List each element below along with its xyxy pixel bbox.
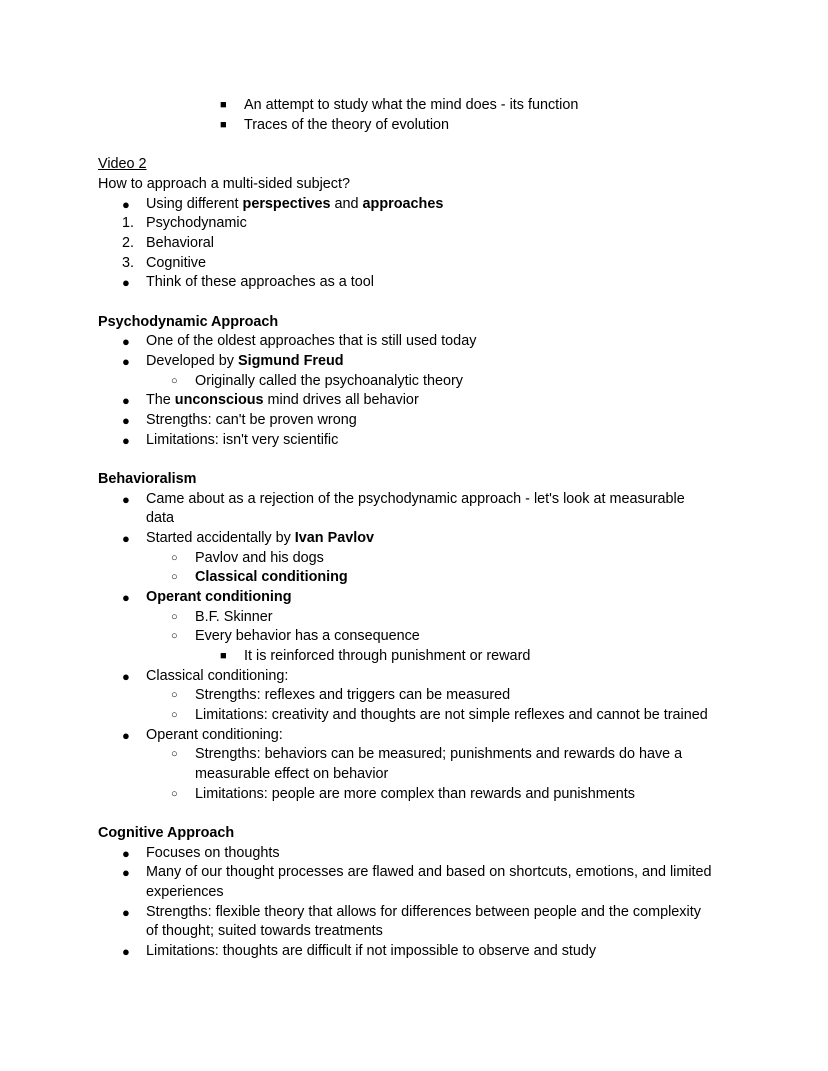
list-item-text: Limitations: creativity and thoughts are not simple reflexes and cannot be trained [195, 707, 708, 723]
disc-bullet-icon: ● [122, 492, 130, 507]
square-bullet-icon: ■ [220, 119, 227, 131]
disc-bullet-icon: ● [122, 354, 130, 369]
text-run: mind drives all behavior [263, 392, 419, 408]
text-run: The [146, 392, 175, 408]
list-item-text: Strengths: reflexes and triggers can be measured [195, 687, 511, 703]
square-bullet-icon: ■ [220, 650, 227, 662]
video-heading: Video 2 [98, 156, 147, 172]
list-item-text: Operant conditioning [146, 589, 292, 605]
heading-text: Psychodynamic Approach [98, 314, 279, 330]
list-item-text: Focuses on thoughts [146, 845, 280, 861]
circle-bullet-icon: ○ [171, 375, 178, 387]
list-item-text: Limitations: people are more complex than rewards and punishments [195, 786, 635, 802]
text-run: Using different [146, 196, 243, 212]
heading-text: Cognitive Approach [98, 825, 235, 841]
disc-bullet-icon: ● [122, 669, 130, 684]
section-heading [98, 470, 196, 490]
bold-term: Sigmund Freud [238, 353, 344, 369]
list-item-text: Limitations: thoughts are difficult if not impossible to observe and study [146, 943, 597, 959]
disc-bullet-icon: ● [122, 846, 130, 861]
list-item-text: One of the oldest approaches that is still used today [146, 333, 477, 349]
list-item-text: An attempt to study what the mind does - its function [244, 97, 579, 113]
circle-bullet-icon: ○ [171, 630, 178, 642]
list-item-text: measurable effect on behavior [195, 766, 389, 782]
disc-bullet-icon: ● [122, 275, 130, 290]
list-item-text: Strengths: behaviors can be measured; punishments and rewards do have a [195, 746, 683, 762]
disc-bullet-icon: ● [122, 865, 130, 880]
list-number: 3. [122, 255, 135, 271]
list-item-text [146, 391, 419, 411]
list-item-text: Every behavior has a consequence [195, 628, 420, 644]
disc-bullet-icon: ● [122, 413, 130, 428]
list-item-text: Limitations: isn't very scientific [146, 432, 339, 448]
disc-bullet-icon: ● [122, 197, 130, 212]
list-item-text: Came about as a rejection of the psychodynamic approach - let's look at measurable [146, 491, 685, 507]
disc-bullet-icon: ● [122, 905, 130, 920]
section-heading [98, 155, 147, 175]
list-item-text [146, 529, 374, 549]
heading-text: Behavioralism [98, 471, 197, 487]
section-heading [98, 824, 234, 844]
list-item-text [146, 352, 344, 372]
text-run: Developed by [146, 353, 239, 369]
list-item-text: Think of these approaches as a tool [146, 274, 374, 290]
disc-bullet-icon: ● [122, 433, 130, 448]
circle-bullet-icon: ○ [171, 709, 178, 721]
list-item-text: experiences [146, 884, 224, 900]
square-bullet-icon: ■ [220, 99, 227, 111]
list-number: 1. [122, 215, 135, 231]
list-item-text: Psychodynamic [146, 215, 247, 231]
section-heading [98, 313, 278, 333]
text-run: Started accidentally by [146, 530, 295, 546]
list-item-text: Originally called the psychoanalytic theory [195, 373, 463, 389]
list-item-text: Strengths: flexible theory that allows for differences between people and the complexity [146, 904, 701, 920]
bold-term: perspectives [242, 196, 331, 212]
list-item-text: Classical conditioning: [146, 668, 289, 684]
circle-bullet-icon: ○ [171, 788, 178, 800]
bold-term: unconscious [174, 392, 264, 408]
list-item-text: Many of our thought processes are flawed and based on shortcuts, emotions, and limited [146, 864, 712, 880]
list-item-text: Traces of the theory of evolution [244, 117, 450, 133]
disc-bullet-icon: ● [122, 334, 130, 349]
question-label: How to approach a multi-sided subject? [98, 176, 350, 192]
bold-term: approaches [362, 196, 444, 212]
list-item-text: of thought; suited towards treatments [146, 923, 383, 939]
circle-bullet-icon: ○ [171, 552, 178, 564]
list-number: 2. [122, 235, 135, 251]
circle-bullet-icon: ○ [171, 689, 178, 701]
list-item-text: data [146, 510, 175, 526]
circle-bullet-icon: ○ [171, 748, 178, 760]
question-text [98, 175, 350, 195]
list-item-text: Classical conditioning [195, 569, 348, 585]
disc-bullet-icon: ● [122, 728, 130, 743]
list-item-text: Cognitive [146, 255, 206, 271]
list-item-text: Pavlov and his dogs [195, 550, 324, 566]
circle-bullet-icon: ○ [171, 611, 178, 623]
circle-bullet-icon: ○ [171, 571, 178, 583]
list-item-text: Behavioral [146, 235, 214, 251]
bold-term: Ivan Pavlov [294, 530, 374, 546]
text-run: and [330, 196, 363, 212]
list-item-text: Strengths: can't be proven wrong [146, 412, 357, 428]
list-item-text: B.F. Skinner [195, 609, 273, 625]
disc-bullet-icon: ● [122, 944, 130, 959]
list-item-text: Operant conditioning: [146, 727, 283, 743]
disc-bullet-icon: ● [122, 590, 130, 605]
disc-bullet-icon: ● [122, 393, 130, 408]
disc-bullet-icon: ● [122, 531, 130, 546]
list-item-text [146, 195, 443, 215]
list-item-text: It is reinforced through punishment or reward [244, 648, 531, 664]
